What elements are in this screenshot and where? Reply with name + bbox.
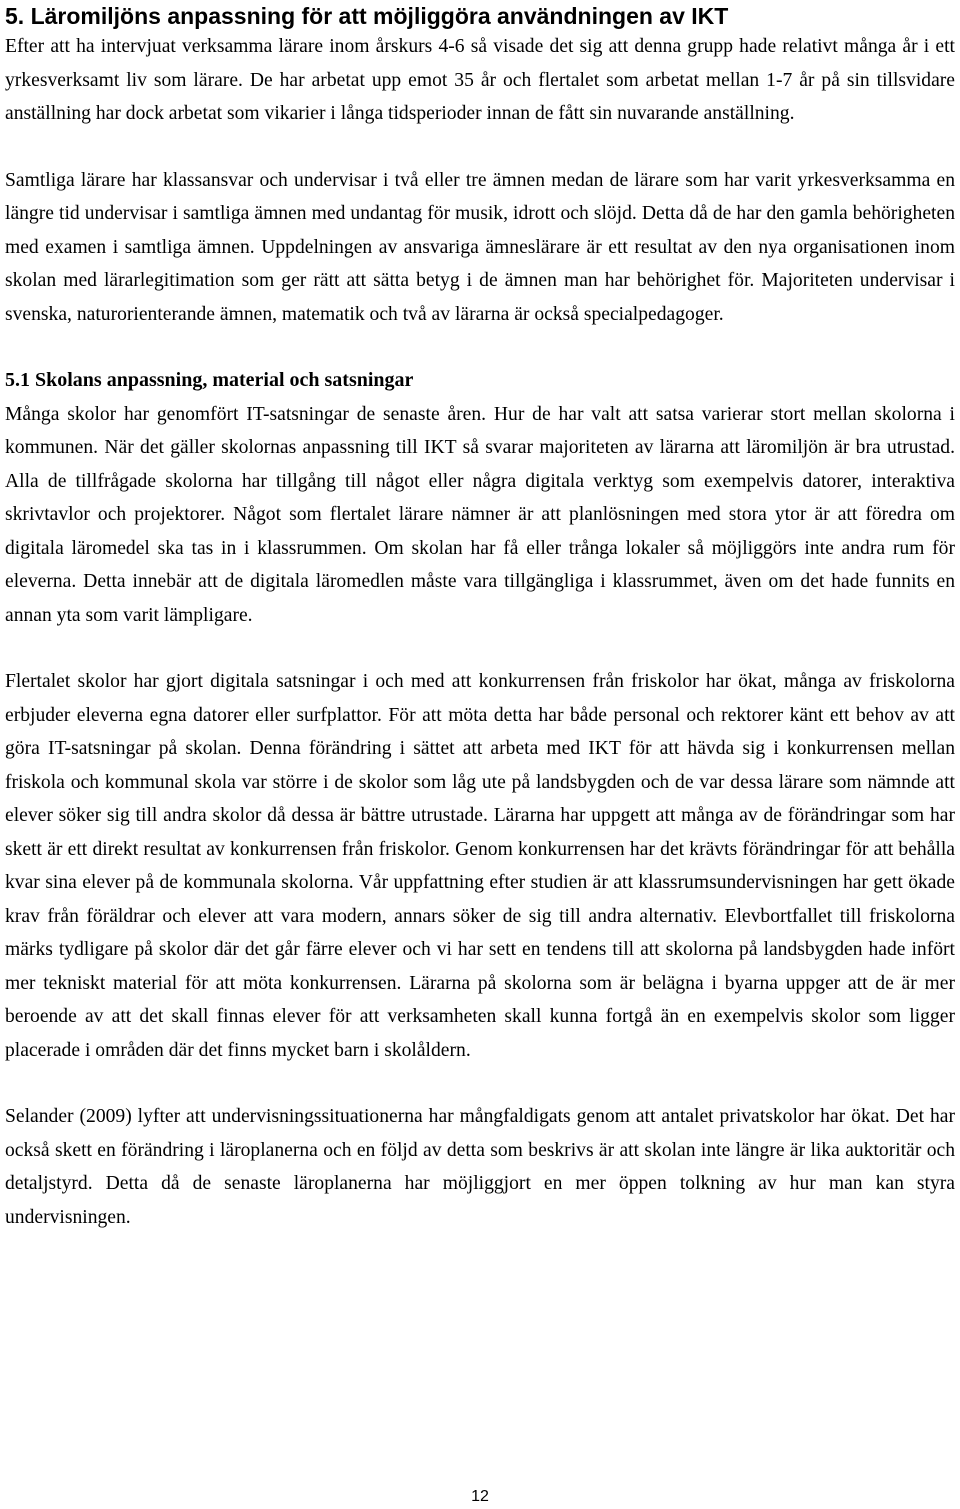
document-page [5,0,955,1234]
subsection-heading: 5.1 Skolans anpassning, material och satsningar [5,369,414,391]
paragraph-competition: Flertalet skolor har gjort digitala satsningar i och med att konkurrensen från friskolor har ökat, många av friskolorna erbjuder eleverna egna datorer eller surfplattor. För att möta detta har både personal och rektorer känt ett behov av att göra IT-satsningar på skolan. Denna förändring i sättet att arbeta med IKT för att hävda sig i konkurrensen mellan friskola och kommunal skola var större i de skolor som låg ute på landsbygden och de var dessa lärare som nämnde att elever söker sig till andra skolor då dessa är bättre utrustade. Lärarna har uppgett att många av de förändringar som har skett är ett direkt resultat av konkurrensen från friskolor. Genom konkurrensen har det krävts förändringar för att behålla kvar sina elever på de kommunala skolorna. Vår uppfattning efter studien är att klassrumsundervisningen har gett ökade krav från föräldrar och elever att vara modern, annars söker de sig till andra alternativ. Elevbortfallet till friskolorna märks tydligare på skolor där det går färre elever och vi har sett en tendens till att skolorna på landsbygden hade infört mer tekniskt material för att möta konkurrensen. Lärarna på skolorna som är belägna i byarna uppger att de är mer beroende av att det skall finnas elever för att verksamheten skall kunna fortgå än en exempelvis skolor som ligger placerade i områden där det finns mycket barn i skolåldern. [5,671,955,1061]
paragraph-gap [5,331,955,364]
paragraph-adaptation: Många skolor har genomfört IT-satsningar de senaste åren. Hur de har valt att satsa varierar stort mellan skolorna i kommunen. När det gäller skolornas anpassning till IKT så svarar majoriteten av lärarna att läromiljön är bra utrustad. Alla de tillfrågade skolorna har tillgång till något eller några digitala verktyg som exempelvis datorer, interaktiva skrivtavlor och projektorer. Något som flertalet lärare nämner är att planlösningen med stora ytor är att föredra om digitala läromedel ska tas in i klassrummen. Om skolan har få eller trånga lokaler så möjliggörs inte andra rum för eleverna. Detta innebär att de digitala läromedlen måste vara tillgängliga i klassrummet, även om det hade funnits en annan yta som varit lämpligare. [5,403,955,626]
paragraph-selander: Selander (2009) lyfter att undervisningssituationerna har mångfaldigats genom att antalet privatskolor har ökat. Det har också skett en förändring i läroplanerna och en följd av detta som beskrivs är att skolan inte längre är lika auktoritär och detaljstyrd. Detta då de senaste läroplanerna har möjliggjort en mer öppen tolkning av hur man kan styra undervisningen. [5,1106,955,1228]
paragraph-intro: Efter att ha intervjuat verksamma lärare inom årskurs 4-6 så visade det sig att denna grupp hade relativt många år i ett yrkesverksamt liv som lärare. De har arbetat upp emot 35 år och flertalet som arbetat mellan 1-7 år på sin tillsvidare anställning har dock arbetat som vikarier i långa tidsperioder innan de fått sin nuvarande anställning. [5,36,955,124]
page-number: 12 [471,1488,489,1505]
paragraph-gap [5,632,955,665]
section-heading: 5. Läromiljöns anpassning för att möjliggöra användningen av IKT [5,3,729,29]
paragraph-gap [5,1067,955,1100]
paragraph-gap [5,131,955,164]
paragraph-responsibility: Samtliga lärare har klassansvar och undervisar i två eller tre ämnen medan de lärare som har varit yrkesverksamma en längre tid undervisar i samtliga ämnen med undantag för musik, idrott och slöjd. Detta då de har den gamla behörigheten med examen i samtliga ämnen. Uppdelningen av ansvariga ämneslärare är ett resultat av den nya organisationen inom skolan med lärarlegitimation som ger rätt att sätta betyg i de ämnen man har behörighet för. Majoriteten undervisar i svenska, naturorienterande ämnen, matematik och två av lärarna är också specialpedagoger. [5,169,955,325]
